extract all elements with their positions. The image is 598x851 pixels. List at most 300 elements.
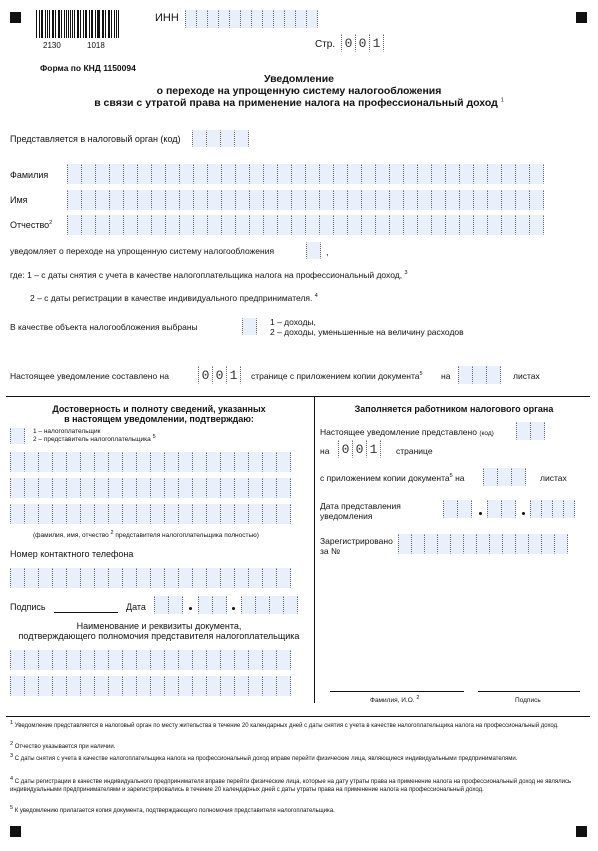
input-cell[interactable] <box>66 568 81 588</box>
input-cell[interactable] <box>212 596 227 614</box>
input-cell[interactable] <box>108 504 123 524</box>
input-cell[interactable] <box>164 452 179 472</box>
input-cell[interactable] <box>234 130 249 147</box>
input-cell[interactable] <box>10 676 25 696</box>
input-cell[interactable] <box>165 190 180 210</box>
input-cell[interactable] <box>207 190 222 210</box>
input-cell[interactable] <box>235 215 250 235</box>
barcode-bar <box>89 10 90 38</box>
input-cell[interactable] <box>38 478 53 498</box>
input-cell[interactable] <box>486 366 501 384</box>
input-cell[interactable] <box>164 676 179 696</box>
input-cell[interactable] <box>403 190 418 210</box>
input-cell[interactable] <box>417 164 432 184</box>
input-cell[interactable] <box>24 650 39 670</box>
input-cell[interactable] <box>150 504 165 524</box>
input-cell[interactable] <box>136 568 151 588</box>
input-cell[interactable] <box>248 504 263 524</box>
input-cell[interactable] <box>476 534 490 554</box>
fio-line[interactable] <box>330 691 464 692</box>
input-cell[interactable] <box>305 215 320 235</box>
input-cell[interactable] <box>319 164 334 184</box>
input-cell[interactable] <box>235 164 250 184</box>
input-cell[interactable] <box>151 190 166 210</box>
signature-line[interactable] <box>54 612 118 613</box>
input-cell[interactable] <box>445 164 460 184</box>
input-cell[interactable] <box>445 215 460 235</box>
phone-field[interactable] <box>10 568 290 588</box>
input-cell[interactable] <box>458 366 473 384</box>
input-cell[interactable] <box>417 190 432 210</box>
input-cell[interactable] <box>52 504 67 524</box>
input-cell[interactable] <box>24 504 39 524</box>
input-cell[interactable] <box>220 676 235 696</box>
name-field[interactable] <box>67 190 543 210</box>
input-cell[interactable] <box>192 650 207 670</box>
input-cell[interactable] <box>136 650 151 670</box>
input-cell[interactable] <box>108 478 123 498</box>
input-cell[interactable] <box>150 650 165 670</box>
input-cell[interactable] <box>450 534 464 554</box>
input-cell[interactable] <box>80 478 95 498</box>
input-cell[interactable] <box>10 504 25 524</box>
input-cell[interactable] <box>234 650 249 670</box>
input-cell[interactable] <box>151 164 166 184</box>
input-cell[interactable] <box>221 164 236 184</box>
input-cell[interactable] <box>24 676 39 696</box>
input-cell[interactable] <box>437 534 451 554</box>
input-cell[interactable] <box>242 318 257 335</box>
input-cell[interactable] <box>192 676 207 696</box>
input-cell[interactable] <box>122 478 137 498</box>
input-cell[interactable] <box>375 164 390 184</box>
submitted-pages-field[interactable] <box>338 440 380 458</box>
input-cell[interactable] <box>192 478 207 498</box>
input-cell[interactable] <box>515 190 530 210</box>
input-cell[interactable] <box>192 504 207 524</box>
input-cell[interactable] <box>255 596 270 614</box>
input-cell[interactable] <box>193 164 208 184</box>
input-cell[interactable] <box>319 190 334 210</box>
input-cell[interactable] <box>192 568 207 588</box>
input-cell[interactable] <box>248 452 263 472</box>
input-cell[interactable] <box>262 676 277 696</box>
input-cell[interactable] <box>361 215 376 235</box>
input-cell[interactable] <box>178 478 193 498</box>
input-cell[interactable] <box>234 504 249 524</box>
input-cell[interactable] <box>515 534 529 554</box>
input-cell[interactable] <box>220 478 235 498</box>
input-cell[interactable] <box>457 500 472 518</box>
input-cell[interactable] <box>151 215 166 235</box>
input-cell[interactable] <box>168 596 183 614</box>
input-cell[interactable] <box>207 164 222 184</box>
input-cell[interactable] <box>249 164 264 184</box>
submission-code-field[interactable] <box>516 422 544 440</box>
input-cell[interactable] <box>459 215 474 235</box>
input-cell[interactable] <box>179 164 194 184</box>
input-cell[interactable] <box>192 452 207 472</box>
input-cell[interactable] <box>81 190 96 210</box>
input-cell[interactable] <box>501 500 516 518</box>
input-cell[interactable] <box>10 452 25 472</box>
input-cell[interactable] <box>95 215 110 235</box>
input-cell[interactable] <box>459 164 474 184</box>
input-cell[interactable] <box>347 164 362 184</box>
input-cell[interactable] <box>122 568 137 588</box>
input-cell[interactable] <box>52 478 67 498</box>
input-cell[interactable] <box>473 190 488 210</box>
registration-number-field[interactable] <box>398 534 567 554</box>
input-cell[interactable] <box>276 452 291 472</box>
input-cell[interactable] <box>220 452 235 472</box>
input-cell[interactable] <box>487 500 502 518</box>
input-cell[interactable] <box>221 190 236 210</box>
name-label: Имя <box>10 195 28 205</box>
input-cell[interactable] <box>361 190 376 210</box>
input-cell[interactable] <box>193 190 208 210</box>
input-cell[interactable] <box>515 164 530 184</box>
input-cell[interactable] <box>262 568 277 588</box>
date-month-field[interactable] <box>198 596 226 614</box>
input-cell[interactable] <box>38 650 53 670</box>
input-cell[interactable] <box>483 468 498 486</box>
input-cell[interactable] <box>220 568 235 588</box>
input-cell[interactable] <box>501 215 516 235</box>
input-cell[interactable] <box>206 650 221 670</box>
submission-day-field[interactable] <box>443 500 471 518</box>
input-cell[interactable] <box>122 676 137 696</box>
input-cell[interactable] <box>248 478 263 498</box>
input-cell[interactable] <box>389 164 404 184</box>
input-cell[interactable] <box>122 650 137 670</box>
input-cell[interactable] <box>109 215 124 235</box>
input-cell[interactable] <box>52 676 67 696</box>
input-cell[interactable] <box>178 452 193 472</box>
input-cell[interactable] <box>123 164 138 184</box>
representative-fio-field-3[interactable] <box>10 504 290 524</box>
input-cell[interactable] <box>94 504 109 524</box>
transition-date-code-field[interactable] <box>306 242 320 259</box>
input-cell[interactable] <box>108 650 123 670</box>
input-cell[interactable] <box>136 452 151 472</box>
input-cell[interactable] <box>164 568 179 588</box>
input-cell[interactable] <box>403 215 418 235</box>
input-cell[interactable] <box>154 596 169 614</box>
input-cell[interactable] <box>473 215 488 235</box>
input-cell[interactable] <box>516 422 531 440</box>
input-cell[interactable] <box>52 650 67 670</box>
input-cell[interactable] <box>305 190 320 210</box>
input-cell[interactable] <box>81 215 96 235</box>
input-cell[interactable] <box>277 164 292 184</box>
input-cell[interactable] <box>66 478 81 498</box>
input-cell[interactable] <box>67 164 82 184</box>
input-cell[interactable] <box>234 452 249 472</box>
input-cell[interactable] <box>80 452 95 472</box>
input-cell[interactable] <box>10 478 25 498</box>
input-cell[interactable] <box>262 478 277 498</box>
input-cell[interactable] <box>178 568 193 588</box>
input-cell[interactable] <box>221 215 236 235</box>
input-cell[interactable] <box>164 650 179 670</box>
input-cell[interactable] <box>24 478 39 498</box>
input-cell[interactable] <box>291 164 306 184</box>
input-cell[interactable] <box>66 504 81 524</box>
input-cell[interactable] <box>164 478 179 498</box>
input-cell[interactable] <box>207 215 222 235</box>
input-cell[interactable] <box>263 215 278 235</box>
input-cell[interactable] <box>333 164 348 184</box>
input-cell[interactable] <box>109 190 124 210</box>
input-cell[interactable] <box>262 650 277 670</box>
pages-count-field[interactable] <box>198 366 240 384</box>
tax-authority-code-field[interactable] <box>192 130 248 147</box>
input-cell[interactable] <box>24 568 39 588</box>
input-cell[interactable] <box>249 190 264 210</box>
input-cell[interactable] <box>277 190 292 210</box>
input-cell[interactable] <box>431 190 446 210</box>
input-cell[interactable] <box>530 422 545 440</box>
input-cell[interactable] <box>137 164 152 184</box>
date-day-field[interactable] <box>154 596 182 614</box>
barcode-bar <box>68 10 69 38</box>
input-cell[interactable] <box>459 190 474 210</box>
input-cell[interactable] <box>192 130 207 147</box>
tax-object-field[interactable] <box>242 318 256 335</box>
input-cell[interactable] <box>137 190 152 210</box>
input-cell[interactable] <box>305 164 320 184</box>
input-cell[interactable] <box>276 568 291 588</box>
input-cell[interactable] <box>10 428 25 444</box>
input-cell[interactable] <box>529 215 544 235</box>
input-cell[interactable] <box>472 366 487 384</box>
input-cell[interactable] <box>178 650 193 670</box>
input-cell[interactable] <box>234 676 249 696</box>
input-cell[interactable] <box>529 164 544 184</box>
page-number-field[interactable] <box>341 34 383 52</box>
input-cell[interactable] <box>262 504 277 524</box>
input-cell[interactable] <box>248 650 263 670</box>
input-cell[interactable] <box>389 215 404 235</box>
input-cell[interactable] <box>150 478 165 498</box>
input-cell[interactable] <box>165 215 180 235</box>
input-cell[interactable] <box>109 164 124 184</box>
input-cell[interactable] <box>234 478 249 498</box>
input-cell[interactable] <box>431 164 446 184</box>
input-cell[interactable] <box>487 190 502 210</box>
input-cell[interactable] <box>38 504 53 524</box>
input-cell[interactable] <box>487 215 502 235</box>
input-cell[interactable] <box>122 504 137 524</box>
input-cell[interactable] <box>137 215 152 235</box>
input-cell[interactable] <box>541 534 555 554</box>
input-cell[interactable] <box>80 676 95 696</box>
input-cell[interactable] <box>206 452 221 472</box>
input-cell[interactable] <box>66 452 81 472</box>
input-cell[interactable] <box>150 452 165 472</box>
input-cell[interactable] <box>262 452 277 472</box>
input-cell[interactable] <box>108 452 123 472</box>
input-cell[interactable] <box>501 164 516 184</box>
input-cell[interactable] <box>136 676 151 696</box>
input-cell[interactable] <box>248 568 263 588</box>
officer-signature-line[interactable] <box>478 691 580 692</box>
input-cell[interactable] <box>263 164 278 184</box>
submitted-on: на <box>320 446 330 456</box>
input-cell[interactable] <box>38 568 53 588</box>
date-year-field[interactable] <box>241 596 297 614</box>
input-cell[interactable] <box>283 596 298 614</box>
input-cell[interactable] <box>136 504 151 524</box>
input-cell[interactable] <box>248 676 263 696</box>
input-cell[interactable] <box>198 596 213 614</box>
input-cell[interactable] <box>431 215 446 235</box>
input-cell[interactable] <box>122 452 137 472</box>
input-cell[interactable] <box>52 452 67 472</box>
input-cell[interactable] <box>80 504 95 524</box>
input-cell[interactable] <box>80 650 95 670</box>
input-cell[interactable] <box>563 500 575 518</box>
input-cell[interactable] <box>24 452 39 472</box>
input-cell[interactable] <box>94 478 109 498</box>
input-cell[interactable] <box>66 676 81 696</box>
patronymic-field[interactable] <box>67 215 543 235</box>
input-cell[interactable] <box>179 190 194 210</box>
input-cell[interactable] <box>277 215 292 235</box>
input-cell[interactable] <box>95 164 110 184</box>
input-cell[interactable] <box>398 534 412 554</box>
input-cell[interactable] <box>501 190 516 210</box>
input-cell[interactable] <box>193 215 208 235</box>
input-cell[interactable] <box>306 10 318 28</box>
input-cell[interactable] <box>375 215 390 235</box>
input-cell[interactable] <box>234 568 249 588</box>
input-cell[interactable] <box>269 596 284 614</box>
input-cell[interactable] <box>347 190 362 210</box>
input-cell[interactable] <box>178 504 193 524</box>
input-cell[interactable] <box>529 190 544 210</box>
input-cell[interactable] <box>347 215 362 235</box>
input-cell[interactable] <box>206 130 221 147</box>
authority-document-field-2[interactable] <box>10 676 290 696</box>
input-cell[interactable] <box>38 676 53 696</box>
input-cell[interactable] <box>511 468 526 486</box>
authority-document-field-1[interactable] <box>10 650 290 670</box>
input-cell[interactable] <box>361 164 376 184</box>
input-cell[interactable] <box>424 534 438 554</box>
input-cell[interactable] <box>81 164 96 184</box>
input-cell[interactable] <box>249 215 264 235</box>
input-cell[interactable] <box>417 215 432 235</box>
input-cell[interactable] <box>291 215 306 235</box>
input-cell[interactable] <box>220 130 235 147</box>
input-cell[interactable] <box>178 676 193 696</box>
input-cell[interactable] <box>95 190 110 210</box>
input-cell[interactable] <box>319 215 334 235</box>
attach-sheets-field[interactable] <box>483 468 525 486</box>
submission-month-field[interactable] <box>487 500 515 518</box>
input-cell[interactable] <box>487 164 502 184</box>
input-cell[interactable] <box>489 534 503 554</box>
input-cell[interactable] <box>528 534 542 554</box>
input-cell[interactable] <box>38 452 53 472</box>
representative-fio-field-1[interactable] <box>10 452 290 472</box>
input-cell[interactable] <box>80 568 95 588</box>
input-cell[interactable] <box>291 190 306 210</box>
input-cell[interactable] <box>333 215 348 235</box>
attachment-sheets-field[interactable] <box>458 366 500 384</box>
input-cell[interactable] <box>235 190 250 210</box>
input-cell[interactable] <box>206 478 221 498</box>
signer-type-field[interactable] <box>10 428 24 444</box>
input-cell[interactable] <box>403 164 418 184</box>
input-cell[interactable] <box>67 190 82 210</box>
representative-fio-field-2[interactable] <box>10 478 290 498</box>
input-cell[interactable] <box>94 568 109 588</box>
input-cell[interactable] <box>276 504 291 524</box>
input-cell[interactable] <box>164 504 179 524</box>
input-cell[interactable] <box>108 676 123 696</box>
input-cell[interactable] <box>150 676 165 696</box>
submission-year-field[interactable] <box>530 500 574 518</box>
input-cell[interactable] <box>150 568 165 588</box>
input-cell[interactable] <box>473 164 488 184</box>
input-cell[interactable] <box>333 190 348 210</box>
input-cell[interactable] <box>306 242 321 259</box>
input-cell[interactable] <box>220 504 235 524</box>
input-cell[interactable] <box>206 504 221 524</box>
input-cell[interactable] <box>206 676 221 696</box>
input-cell[interactable] <box>52 568 67 588</box>
input-cell[interactable] <box>515 215 530 235</box>
barcode-number-left: 2130 <box>43 41 61 50</box>
input-cell[interactable] <box>108 568 123 588</box>
input-cell[interactable] <box>411 534 425 554</box>
input-cell[interactable] <box>10 650 25 670</box>
page-label: Стр. <box>315 39 336 50</box>
inn-field[interactable] <box>185 10 317 28</box>
input-cell[interactable] <box>241 596 256 614</box>
input-cell[interactable] <box>497 468 512 486</box>
surname-field[interactable] <box>67 164 543 184</box>
input-cell[interactable] <box>220 650 235 670</box>
input-cell[interactable] <box>66 650 81 670</box>
input-cell[interactable] <box>123 215 138 235</box>
input-cell[interactable] <box>276 650 291 670</box>
input-cell[interactable] <box>136 478 151 498</box>
input-cell[interactable] <box>165 164 180 184</box>
input-cell[interactable] <box>94 452 109 472</box>
input-cell[interactable] <box>123 190 138 210</box>
input-cell[interactable] <box>502 534 516 554</box>
input-cell[interactable] <box>463 534 477 554</box>
input-cell[interactable] <box>10 568 25 588</box>
input-cell[interactable] <box>276 478 291 498</box>
input-cell[interactable] <box>206 568 221 588</box>
input-cell[interactable] <box>443 500 458 518</box>
input-cell[interactable] <box>263 190 278 210</box>
input-cell[interactable] <box>445 190 460 210</box>
input-cell[interactable] <box>375 190 390 210</box>
input-cell[interactable] <box>276 676 291 696</box>
input-cell[interactable] <box>389 190 404 210</box>
input-cell[interactable] <box>67 215 82 235</box>
input-cell[interactable] <box>554 534 568 554</box>
input-cell[interactable] <box>94 676 109 696</box>
input-cell[interactable] <box>94 650 109 670</box>
input-cell[interactable] <box>179 215 194 235</box>
